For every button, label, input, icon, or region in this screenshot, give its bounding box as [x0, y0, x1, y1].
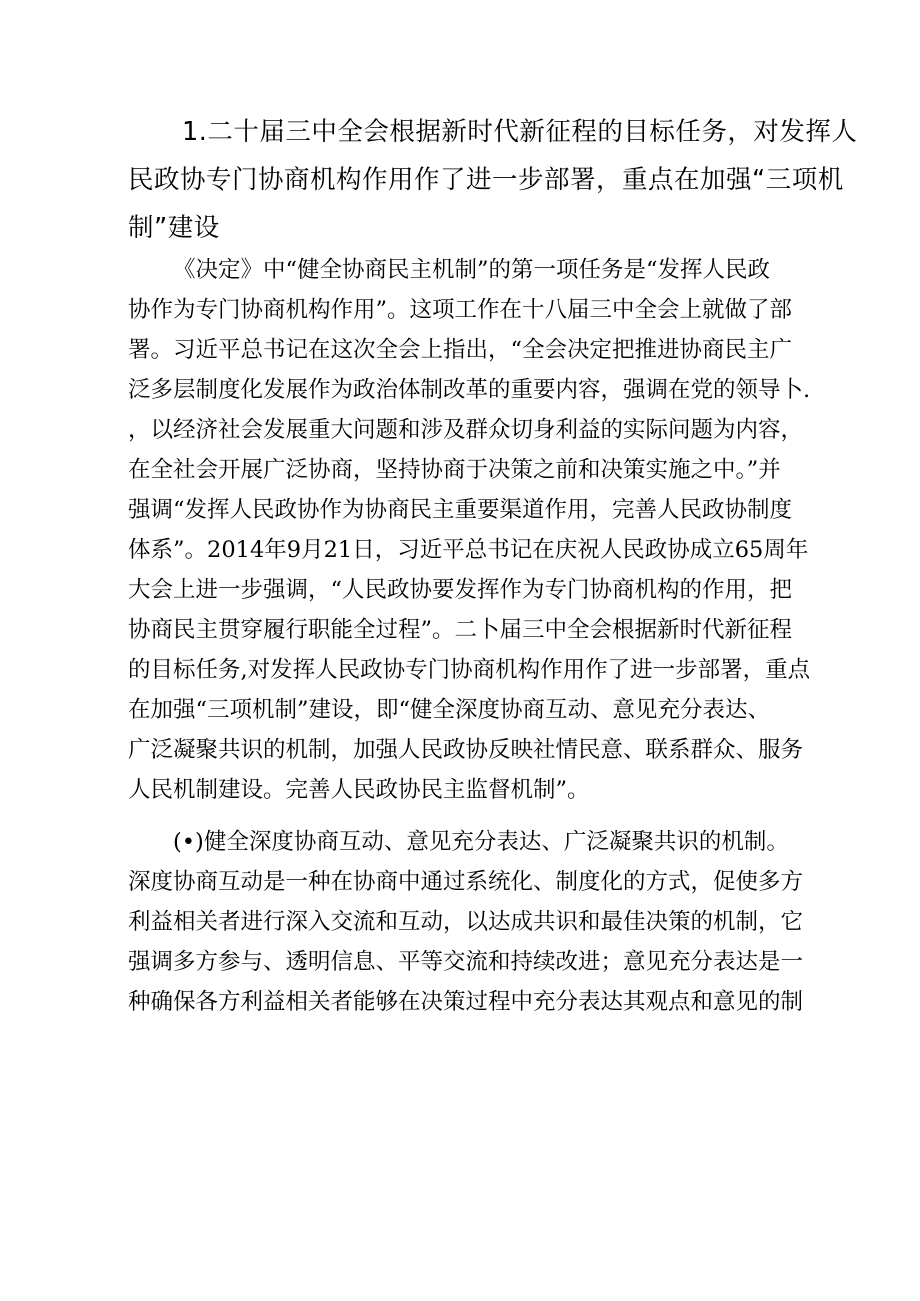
text-line: 利益相关者进行深入交流和互动，以达成共识和最佳决策的机制，它 — [128, 909, 804, 935]
text-line: 的目标任务,对发挥人民政协专门协商机构作用作了进一步部署，重点 — [128, 657, 811, 683]
text-line: 种确保各方利益相关者能够在决策过程中充分表达其观点和意见的制 — [128, 989, 804, 1015]
text-line: 人民机制建设。完善人民政协民主监督机制”。 — [128, 777, 590, 803]
text-line: 泛多层制度化发展作为政治体制改革的重要内容，强调在党的领导卜. — [128, 377, 811, 403]
text-line: 署。习近平总书记在这次全会上指出，“全会决定把推进协商民主广 — [128, 337, 793, 363]
text-line: 大会上进一步强调，“人民政协要发挥作为专门协商机构的作用，把 — [128, 577, 793, 603]
heading-line: 1.二十届三中全会根据新时代新征程的目标任务，对发挥人 — [182, 117, 858, 147]
text-line: 广泛凝聚共识的机制，加强人民政协反映社情民意、联系群众、服务 — [128, 737, 804, 763]
text-line: 在加强“三项机制”建设，即“健全深度协商互动、意见充分表达、 — [128, 697, 771, 723]
text-line: 体系”。2014年9月21日，习近平总书记在庆祝人民政协成立65周年 — [128, 537, 809, 563]
text-line: 强调多方参与、透明信息、平等交流和持续改进；意见充分表达是一 — [128, 949, 804, 975]
text-line: ，以经济社会发展重大问题和涉及群众切身利益的实际问题为内容， — [128, 417, 804, 443]
section-heading — [128, 108, 858, 252]
paragraph-decision — [128, 250, 811, 810]
paragraph-gap — [128, 810, 798, 822]
text-line: 《决定》中“健全协商民主机制”的第一项任务是“发挥人民政 — [173, 257, 771, 283]
text-line: 深度协商互动是一种在协商中通过系统化、制度化的方式，促使多方 — [128, 869, 804, 895]
text-line: (•)健全深度协商互动、意见充分表达、广泛凝聚共识的机制。 — [173, 829, 789, 855]
document-body — [128, 250, 811, 1022]
paragraph-mechanism — [128, 822, 804, 1022]
text-line: 协商民主贯穿履行职能全过程”。二卜届三中全会根据新时代新征程 — [128, 617, 793, 643]
text-line: 强调“发挥人民政协作为协商民主重要渠道作用，完善人民政协制度 — [128, 497, 793, 523]
heading-line: 民政协专门协商机构作用作了进一步部署，重点在加强“三项机 — [128, 165, 844, 195]
text-line: 协作为专门协商机构作用”。这项工作在十八届三中全会上就做了部 — [128, 297, 793, 323]
heading-line: 制”建设 — [128, 213, 220, 243]
text-line: 在全社会开展广泛协商，坚持协商于决策之前和决策实施之中。”并 — [128, 457, 781, 483]
